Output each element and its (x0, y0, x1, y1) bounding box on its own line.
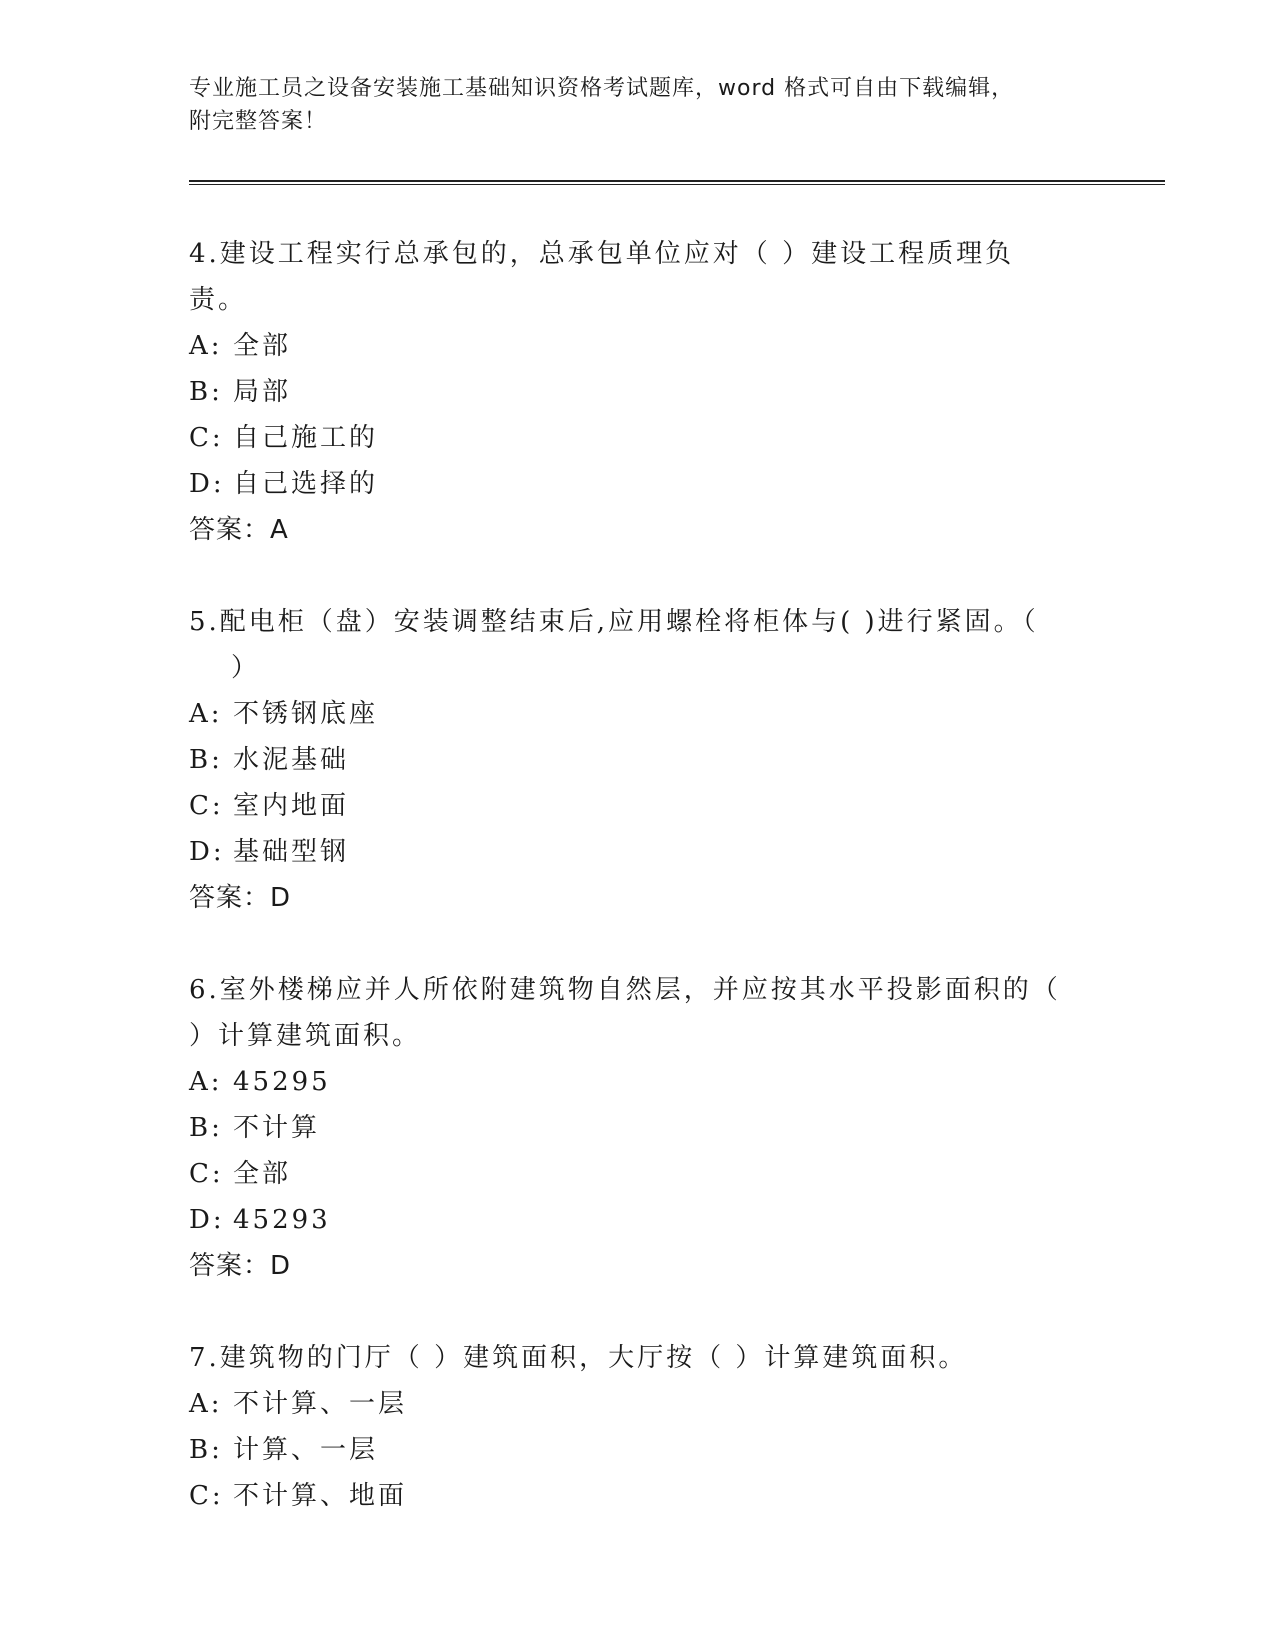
option-value: 自己施工的 (233, 423, 379, 453)
option-value: 45293 (233, 1205, 331, 1235)
option-d (189, 829, 1069, 875)
question-text-continued: ）计算建筑面积。 (189, 1021, 422, 1051)
option-b (189, 1105, 1069, 1151)
question-text: 6.室外楼梯应并人所依附建筑物自然层，并应按其水平投影面积的（ (189, 975, 1061, 1005)
option-c (189, 415, 1069, 461)
option-key: A: (189, 1389, 223, 1419)
question-7 (189, 1335, 1069, 1519)
option-key: D: (189, 469, 225, 499)
option-value: 45295 (233, 1067, 331, 1097)
option-key: B: (189, 745, 223, 775)
question-4 (189, 231, 1069, 553)
header-divider-thin (189, 184, 1165, 185)
option-b (189, 369, 1069, 415)
option-a (189, 323, 1069, 369)
option-key: B: (189, 377, 223, 407)
option-value: 不锈钢底座 (233, 699, 379, 729)
option-value: 基础型钢 (233, 837, 350, 867)
option-key: B: (189, 1435, 223, 1465)
option-value: 不计算 (233, 1113, 321, 1143)
answer-line: 答案：A (189, 515, 289, 545)
option-c (189, 1473, 1069, 1519)
option-b (189, 737, 1069, 783)
option-value: 计算、一层 (233, 1435, 379, 1465)
option-value: 全部 (233, 1159, 292, 1189)
option-key: C: (189, 791, 224, 821)
option-a (189, 691, 1069, 737)
option-value: 不计算、一层 (233, 1389, 408, 1419)
option-key: D: (189, 1205, 225, 1235)
question-6 (189, 967, 1069, 1289)
document-header (189, 72, 1069, 138)
option-key: D: (189, 837, 225, 867)
answer-line: 答案：D (189, 1251, 292, 1281)
header-line-2: 附完整答案！ (189, 109, 328, 134)
option-a (189, 1381, 1069, 1427)
option-value: 水泥基础 (233, 745, 350, 775)
option-d (189, 461, 1069, 507)
option-value: 自己选择的 (233, 469, 379, 499)
question-5 (189, 599, 1069, 921)
question-text: 4.建设工程实行总承包的，总承包单位应对（ ）建设工程质理负责。 (189, 239, 1015, 315)
header-line-1: 专业施工员之设备安装施工基础知识资格考试题库，word 格式可自由下载编辑， (189, 76, 1015, 101)
option-key: C: (189, 1481, 224, 1511)
option-key: B: (189, 1113, 223, 1143)
option-d (189, 1197, 1069, 1243)
option-c (189, 783, 1069, 829)
option-value: 全部 (233, 331, 292, 361)
option-value: 局部 (233, 377, 292, 407)
option-key: A: (189, 699, 223, 729)
question-list (189, 231, 1069, 1565)
option-value: 不计算、地面 (233, 1481, 408, 1511)
option-key: C: (189, 1159, 224, 1189)
option-key: C: (189, 423, 224, 453)
answer-line: 答案：D (189, 883, 292, 913)
option-key: A: (189, 331, 223, 361)
option-b (189, 1427, 1069, 1473)
question-text-continued: ） (231, 653, 261, 683)
option-c (189, 1151, 1069, 1197)
option-value: 室内地面 (233, 791, 350, 821)
question-text: 7.建筑物的门厅（ ）建筑面积，大厅按（ ）计算建筑面积。 (189, 1343, 968, 1373)
question-text: 5.配电柜（盘）安装调整结束后,应用螺栓将柜体与( )进行紧固。（ (189, 607, 1039, 637)
option-a (189, 1059, 1069, 1105)
header-divider-thick (189, 180, 1165, 182)
option-key: A: (189, 1067, 223, 1097)
